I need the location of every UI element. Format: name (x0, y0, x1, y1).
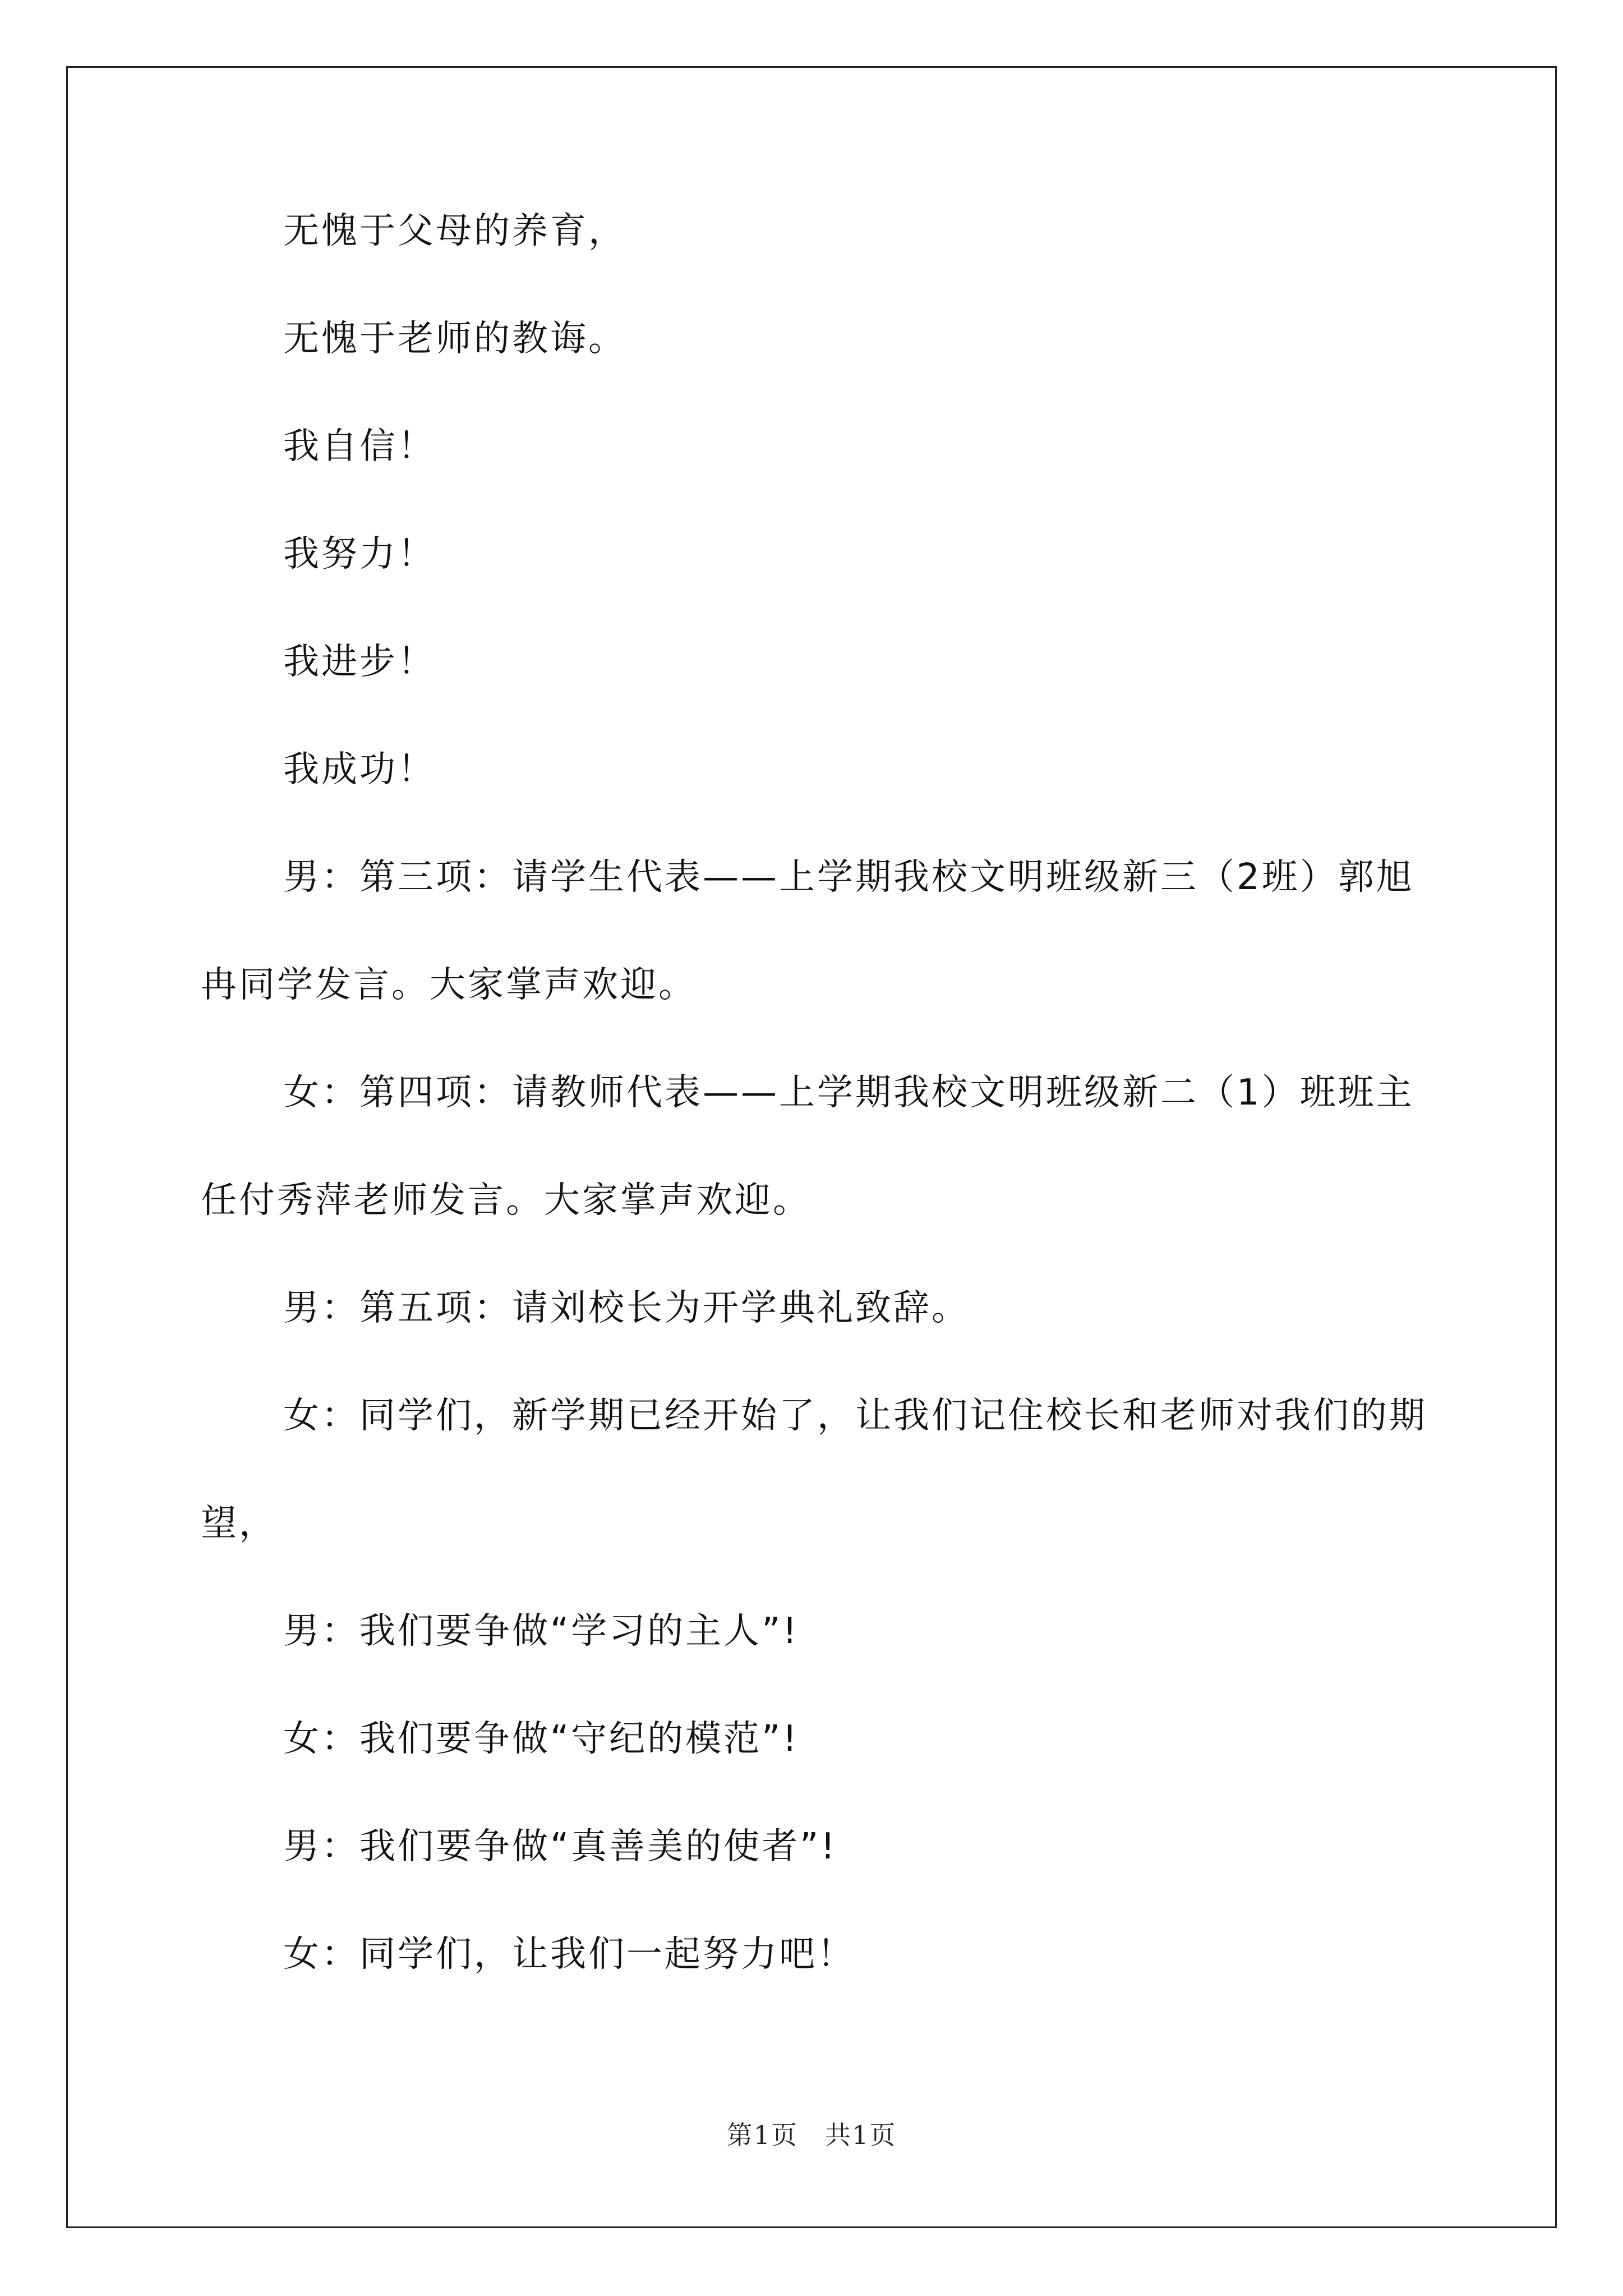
paragraph: 女：我们要争做“守纪的模范”! (283, 1718, 799, 1760)
paragraph: 女：同学们，让我们一起努力吧！ (283, 1934, 855, 1975)
paragraph: 我进步！ (283, 641, 436, 683)
paragraph: 我努力！ (283, 533, 436, 575)
page-footer: 第1页 共1页 (726, 2120, 897, 2150)
paragraph: 男：我们要争做“学习的主人”! (283, 1611, 799, 1652)
paragraph: 无愧于老师的教诲。 (283, 318, 626, 360)
paragraph: 男：第三项：请学生代表——上学期我校文明班级新三（2班）郭旭冉同学发言。大家掌声欢迎。 (201, 857, 1414, 1006)
paragraph: 男：第五项：请刘校长为开学典礼致辞。 (283, 1287, 970, 1329)
paragraph: 女：同学们，新学期已经开始了，让我们记住校长和老师对我们的期望， (201, 1395, 1427, 1544)
document-body (201, 210, 1445, 2044)
paragraph: 我成功！ (283, 749, 436, 790)
paragraph: 我自信！ (283, 426, 436, 467)
paragraph: 无愧于父母的养育， (283, 210, 626, 252)
paragraph: 男：我们要争做“真善美的使者”! (283, 1826, 837, 1867)
paragraph: 女：第四项：请教师代表——上学期我校文明班级新二（1）班班主任付秀萍老师发言。大家掌声欢迎。 (201, 1072, 1414, 1221)
